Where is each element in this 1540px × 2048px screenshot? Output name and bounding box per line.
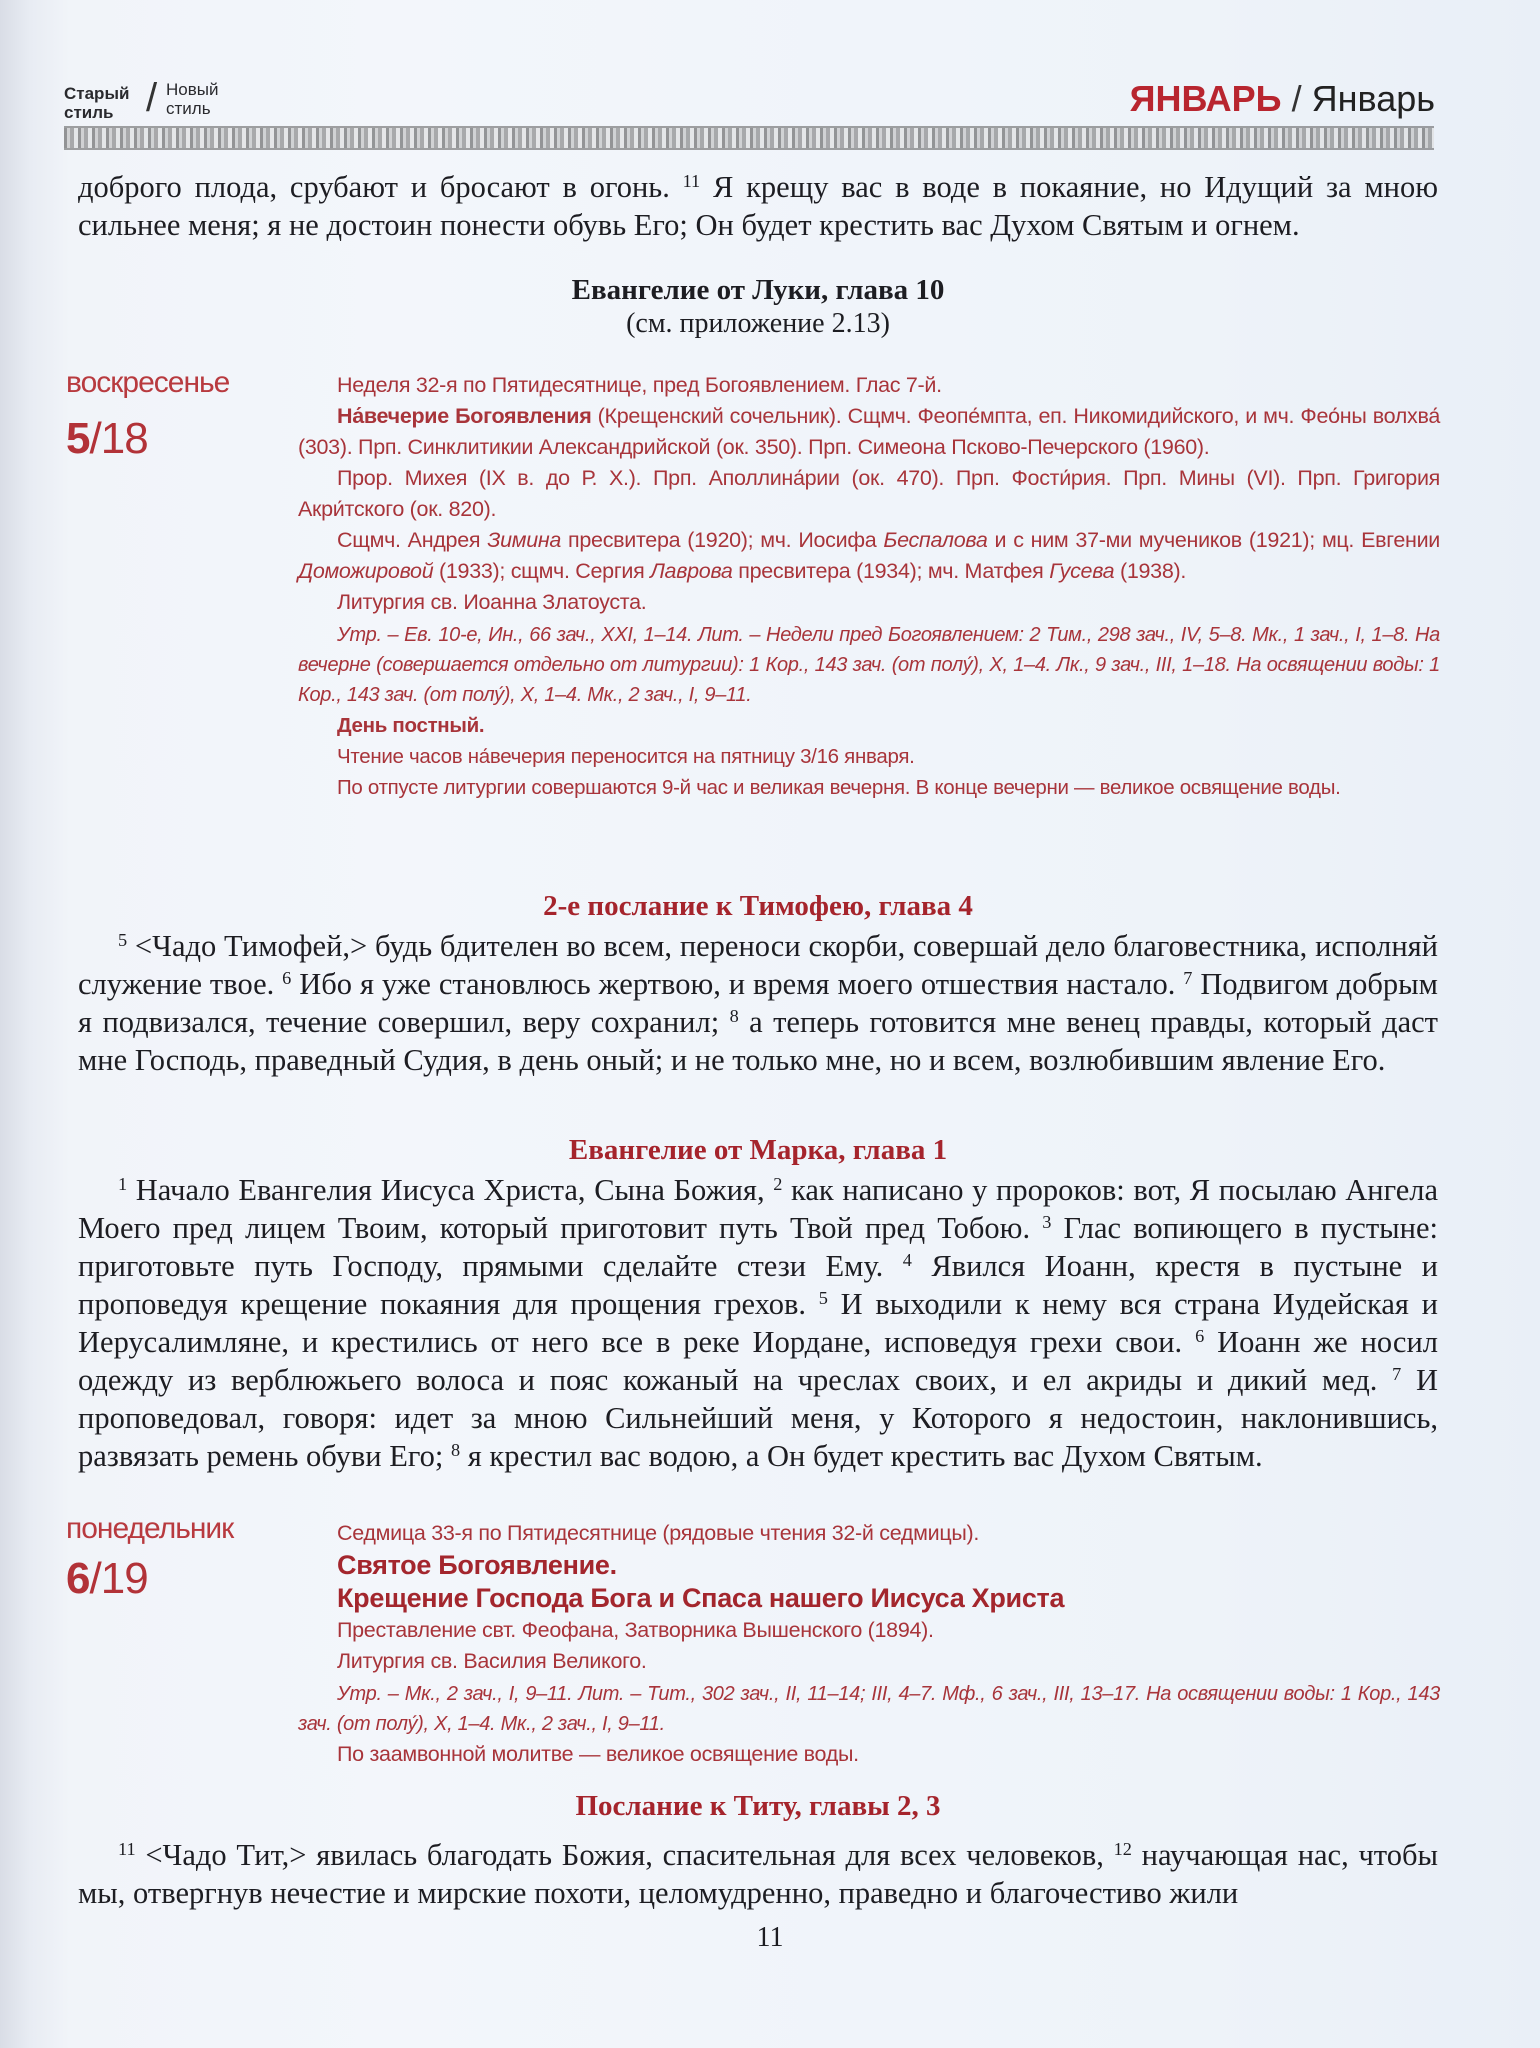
entry-paragraph xyxy=(298,620,1440,710)
page-number: 11 xyxy=(756,1922,784,1953)
sunday-entry xyxy=(298,370,1440,803)
entry-text: Неделя 32-я по Пятидесятнице, пред Богоявлением. Глас 7-й. xyxy=(337,373,942,397)
entry-text: Прор. Михея (IX в. до Р. Х.). Прп. Аполлина́рии (ок. 470). Прп. Фости́рия. Прп. Мины (VI). Прп. Григория Акри́тского (ок. 820). xyxy=(298,466,1440,521)
entry-paragraph xyxy=(298,587,1440,618)
entry-text: Чтение часов на́вечерия переносится на пятницу 3/16 января. xyxy=(337,745,915,768)
ornament-divider xyxy=(64,126,1434,150)
titus-text: $^{11}$ <Чадо Тит,> явилась благодать Божия, спасительная для всех человеков, $^{12}$ научающая нас, чтобы мы, отвергнув нечестие и мирские похоти, целомудренно, праведно и благочестиво жили xyxy=(78,1838,1438,1910)
month-caps: ЯНВАРЬ xyxy=(1129,78,1282,119)
feast-name: На́вечерие Богоявления xyxy=(337,404,592,428)
entry-paragraph xyxy=(298,710,1440,741)
mark-title: Евангелие от Марка, глава 1 xyxy=(568,1134,948,1166)
entry-text: Преставление свт. Феофана, Затворника Вышенского (1894). xyxy=(337,1618,934,1642)
entry-paragraph xyxy=(298,741,1440,772)
surname: Беспалова xyxy=(883,528,988,552)
continued-text: доброго плода, срубают и бросают в огонь. $^{11}$ Я крещу вас в воде в покаяние, но Идущий за мною сильнее меня; я не достоин понести обувь Его; Он будет крестить вас Духом Святым и огнем. xyxy=(78,170,1438,242)
entry-text: Литургия св. Иоанна Златоуста. xyxy=(337,590,647,614)
entry-paragraph xyxy=(298,1646,1440,1677)
date-new: 18 xyxy=(100,414,148,463)
entry-text: Седмица 33-я по Пятидесятнице (рядовые чтения 32-й седмицы). xyxy=(337,1521,980,1545)
entry-text: (Крещенский сочельник). Сщмч. Феопе́мпта, еп. Никомидийского, и мч. Фео́ны волхва́ (303). Прп. Синклитикии Александрийской (ок. 350). Прп. Симеона Псково-Печерского (1960). xyxy=(298,404,1440,459)
timothy-text: $^5$ <Чадо Тимофей,> будь бдителен во всем, переноси скорби, совершай дело благовестника, исполняй служение твое. $^6$ Ибо я уже становлюсь жертвою, и время моего отшествия настало. $^7$ Подвигом добрым я подвизался, течение совершил, веру сохранил; $^8$ а теперь готовится мне венец правды, который даст мне Господь, праведный Судия, в день оный; и не только мне, но и всем, возлюбившим явление Его. xyxy=(78,929,1438,1077)
surname: Зимина xyxy=(487,528,562,552)
date-new: 19 xyxy=(100,1554,148,1603)
entry-text: Утр. – Мк., 2 зач., I, 9–11. Лит. – Тит., 302 зач., II, 11–14; III, 4–7. Мф., 6 зач., III, 13–17. На освящении воды: 1 Кор., 143 зач. (от полу́), X, 1–4. Мк., 2 зач., I, 9–11. xyxy=(298,1683,1440,1735)
header-slash: / xyxy=(146,76,158,120)
luke-subtitle: (см. приложение 2.13) xyxy=(626,308,890,339)
entry-paragraph xyxy=(298,1549,1440,1582)
surname: Доможировой xyxy=(298,559,434,583)
entry-text: и с ним 37-ми мучеников (1921); мц. Евгении xyxy=(987,528,1440,552)
sunday-day-name: воскресенье xyxy=(66,366,230,399)
monday-entry xyxy=(298,1518,1440,1770)
entry-text: По отпусте литургии совершаются 9-й час и великая вечерня. В конце вечерни — великое освящение воды. xyxy=(337,776,1341,799)
entry-paragraph xyxy=(298,1582,1440,1615)
entry-paragraph xyxy=(298,1615,1440,1646)
sunday-date: 5/18 xyxy=(66,414,148,463)
entry-paragraph xyxy=(298,525,1440,587)
surname: Гусева xyxy=(1049,559,1115,583)
surname: Лаврова xyxy=(650,559,733,583)
feast-name: День постный. xyxy=(337,714,485,737)
timothy-title: 2-е послание к Тимофею, глава 4 xyxy=(543,890,973,922)
month-name: Январь xyxy=(1311,78,1435,119)
monday-date: 6/19 xyxy=(66,1554,148,1603)
entry-text: пресвитера (1920); мч. Иосифа xyxy=(561,528,884,552)
entry-text: Сщмч. Андрея xyxy=(337,528,488,552)
entry-paragraph xyxy=(298,370,1440,401)
monday-day-name: понедельник xyxy=(66,1512,234,1545)
entry-paragraph xyxy=(298,401,1440,463)
entry-text: пресвитера (1934); мч. Матфея xyxy=(732,559,1050,583)
entry-text: По заамвонной молитве — великое освящение воды. xyxy=(337,1742,859,1766)
entry-paragraph xyxy=(298,1739,1440,1770)
entry-text: (1938). xyxy=(1114,559,1187,583)
running-head-month xyxy=(1130,78,1435,120)
mark-text: $^1$ Начало Евангелия Иисуса Христа, Сына Божия, $^2$ как написано у пророков: вот, Я посылаю Ангела Моего пред лицем Твоим, который приготовит путь Твой пред Тобою. $^3$ Глас вопиющего в пустыне: приготовьте путь Господу, прямыми сделайте стези Ему. $^4$ Явился Иоанн, крестя в пустыне и проповедуя крещение покаяния для прощения грехов. $^5$ И выходили к нему вся страна Иудейская и Иерусалимляне, и крестились от него все в реке Иордане, исповедуя грехи свои. $^6$ Иоанн же носил одежду из верблюжьего волоса и пояс кожаный на чреслах своих, и ел акриды и дикий мед. $^7$ И проповедовал, говоря: идет за мною Сильнейший меня, у Которого я недостоин, наклонившись, развязать ремень обуви Его; $^8$ я крестил вас водою, а Он будет крестить вас Духом Святым. xyxy=(78,1173,1439,1473)
entry-paragraph xyxy=(298,1679,1440,1739)
month-separator: / xyxy=(1291,78,1302,119)
entry-paragraph xyxy=(298,1518,1440,1549)
entry-text: Литургия св. Василия Великого. xyxy=(337,1649,647,1673)
new-style-label: Новый стиль xyxy=(166,80,219,118)
entry-text: Утр. – Ев. 10-е, Ин., 66 зач., XXI, 1–14. Лит. – Недели пред Богоявлением: 2 Тим., 298 зач., IV, 5–8. Мк., 1 зач., I, 1–8. На вечерне (совершается отдельно от литургии): 1 Кор., 143 зач. (от полу́), X, 1–4. Лк., 9 зач., III, 1–18. На освящении воды: 1 Кор., 143 зач. (от полу́), X, 1–4. Мк., 2 зач., I, 9–11. xyxy=(298,624,1440,706)
entry-text: (1933); сщмч. Сергия xyxy=(433,559,651,583)
entry-paragraph xyxy=(298,463,1440,525)
entry-paragraph xyxy=(298,772,1440,803)
entry-text: Крещение Господа Бога и Спаса нашего Иисуса Христа xyxy=(337,1583,1065,1613)
old-style-label: Старый стиль xyxy=(64,84,130,122)
titus-title: Послание к Титу, главы 2, 3 xyxy=(575,1790,941,1822)
luke-title: Евангелие от Луки, глава 10 xyxy=(571,274,945,306)
entry-text: Святое Богоявление. xyxy=(337,1550,617,1580)
date-old: 5 xyxy=(66,414,90,463)
date-old: 6 xyxy=(66,1554,90,1603)
